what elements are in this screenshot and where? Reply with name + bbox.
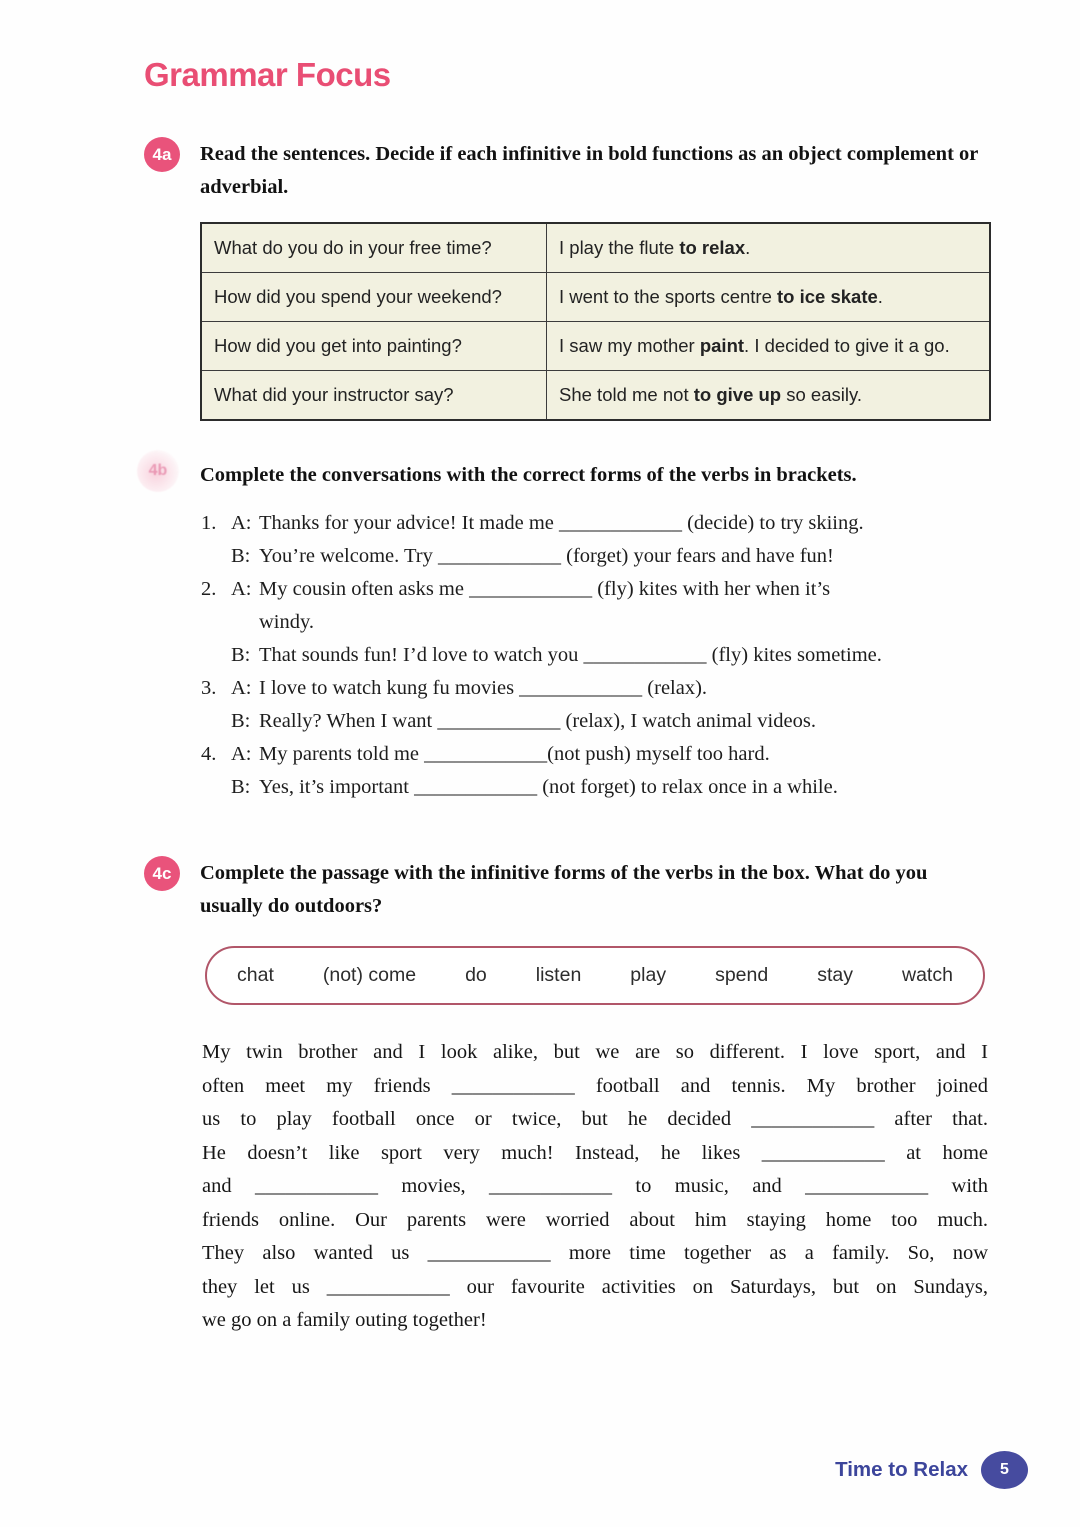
passage-line: us to play football once or twice, but he decided ____________ after that. xyxy=(202,1108,988,1130)
page-footer xyxy=(835,1451,1028,1489)
exercise-4b-conversations xyxy=(201,507,1001,804)
word-box-item: stay xyxy=(817,964,853,986)
page-number-badge: 5 xyxy=(981,1451,1028,1489)
conversation-text: Really? When I want ____________ (relax), I watch animal videos. xyxy=(259,710,816,732)
question-cell: What do you do in your free time? xyxy=(201,223,547,273)
table-row xyxy=(201,273,990,322)
conversation-text: I love to watch kung fu movies ____________ (relax). xyxy=(259,677,708,699)
item-number: 3. xyxy=(201,677,217,699)
item-number xyxy=(201,639,231,672)
conversation-line xyxy=(201,573,1001,606)
sentence-table xyxy=(200,222,991,421)
item-number xyxy=(201,705,231,738)
exercise-4a-instruction: Read the sentences. Decide if each infinitive in bold functions as an object complement or adverbial. xyxy=(200,143,978,198)
question-cell: What did your instructor say? xyxy=(201,371,547,421)
passage-line: and ____________ movies, ____________ to music, and ____________ with xyxy=(202,1175,988,1197)
word-box-item: listen xyxy=(535,964,582,986)
conversation-text: My parents told me ____________(not push) myself too hard. xyxy=(259,743,770,765)
speaker-label: A: xyxy=(231,512,252,534)
passage-line: My twin brother and I look alike, but we are so different. I love sport, and I xyxy=(202,1041,988,1063)
item-number: 2. xyxy=(201,578,217,600)
exercise-4b-instruction: Complete the conversations with the correct forms of the verbs in brackets. xyxy=(200,464,857,486)
answer-cell: I went to the sports centre to ice skate. xyxy=(547,273,991,322)
conversation-line xyxy=(201,672,1001,705)
conversation-line xyxy=(201,705,1001,738)
conversation-text: You’re welcome. Try ____________ (forget) your fears and have fun! xyxy=(259,545,834,567)
item-number: 4. xyxy=(201,743,217,765)
word-box-item: spend xyxy=(715,964,769,986)
conversation-text: windy. xyxy=(259,611,315,633)
page-title: Grammar Focus xyxy=(144,56,391,93)
conversation-text: Thanks for your advice! It made me ____________ (decide) to try skiing. xyxy=(259,512,864,534)
speaker-label: B: xyxy=(231,710,251,732)
speaker-label xyxy=(231,606,259,639)
exercise-4a-badge: 4a xyxy=(144,137,180,172)
speaker-label: A: xyxy=(231,743,252,765)
conversation-line xyxy=(201,771,1001,804)
speaker-label: B: xyxy=(231,545,251,567)
passage-line: He doesn’t like sport very much! Instead, he likes ____________ at home xyxy=(202,1141,988,1164)
conversation-line xyxy=(201,606,1001,639)
conversation-line xyxy=(201,639,1001,672)
passage-line: friends online. Our parents were worried about him staying home too much. xyxy=(202,1208,988,1231)
speaker-label: B: xyxy=(231,644,251,666)
answer-cell: I saw my mother paint. I decided to give it a go. xyxy=(547,322,991,371)
speaker-label: A: xyxy=(231,578,252,600)
passage-line: often meet my friends ____________ football and tennis. My brother joined xyxy=(202,1074,988,1097)
word-box-item: do xyxy=(465,964,487,986)
item-number xyxy=(201,540,231,573)
conversation-text: That sounds fun! I’d love to watch you ____________ (fly) kites sometime. xyxy=(259,644,882,666)
conversation-line xyxy=(201,540,1001,573)
exercise-4c-passage xyxy=(202,1036,988,1338)
table-row xyxy=(201,371,990,421)
conversation-line xyxy=(201,738,1001,771)
answer-cell: I play the flute to relax. xyxy=(547,223,991,273)
word-box-item: watch xyxy=(901,964,953,986)
question-cell: How did you get into painting? xyxy=(201,322,547,371)
question-cell: How did you spend your weekend? xyxy=(201,273,547,322)
word-box-item: (not) come xyxy=(322,964,417,986)
passage-line: They also wanted us ____________ more time together as a family. So, now xyxy=(202,1242,988,1264)
passage-line: we go on a family outing together! xyxy=(202,1309,487,1331)
exercise-4c-badge: 4c xyxy=(144,856,180,891)
passage-line: they let us ____________ our favourite activities on Saturdays, but on Sundays, xyxy=(202,1275,988,1298)
unit-title: Time to Relax xyxy=(835,1458,968,1481)
table-row xyxy=(201,322,990,371)
conversation-text: Yes, it’s important ____________ (not forget) to relax once in a while. xyxy=(259,776,838,798)
item-number xyxy=(201,771,231,804)
exercise-4b-badge-faded: 4b xyxy=(137,450,179,492)
exercise-4c-instruction: Complete the passage with the infinitive forms of the verbs in the box. What do you usually do outdoors? xyxy=(200,862,928,917)
word-box-item: play xyxy=(630,964,667,986)
conversation-text: My cousin often asks me ____________ (fly) kites with her when it’s xyxy=(259,578,831,600)
item-number xyxy=(201,606,231,639)
word-box-item: chat xyxy=(237,964,274,986)
speaker-label: B: xyxy=(231,776,251,798)
answer-cell: She told me not to give up so easily. xyxy=(547,371,991,421)
table-row xyxy=(201,223,990,273)
item-number: 1. xyxy=(201,512,217,534)
verb-word-box xyxy=(205,946,985,1005)
conversation-line xyxy=(201,507,1001,540)
speaker-label: A: xyxy=(231,677,252,699)
sentence-table-body xyxy=(201,223,990,420)
